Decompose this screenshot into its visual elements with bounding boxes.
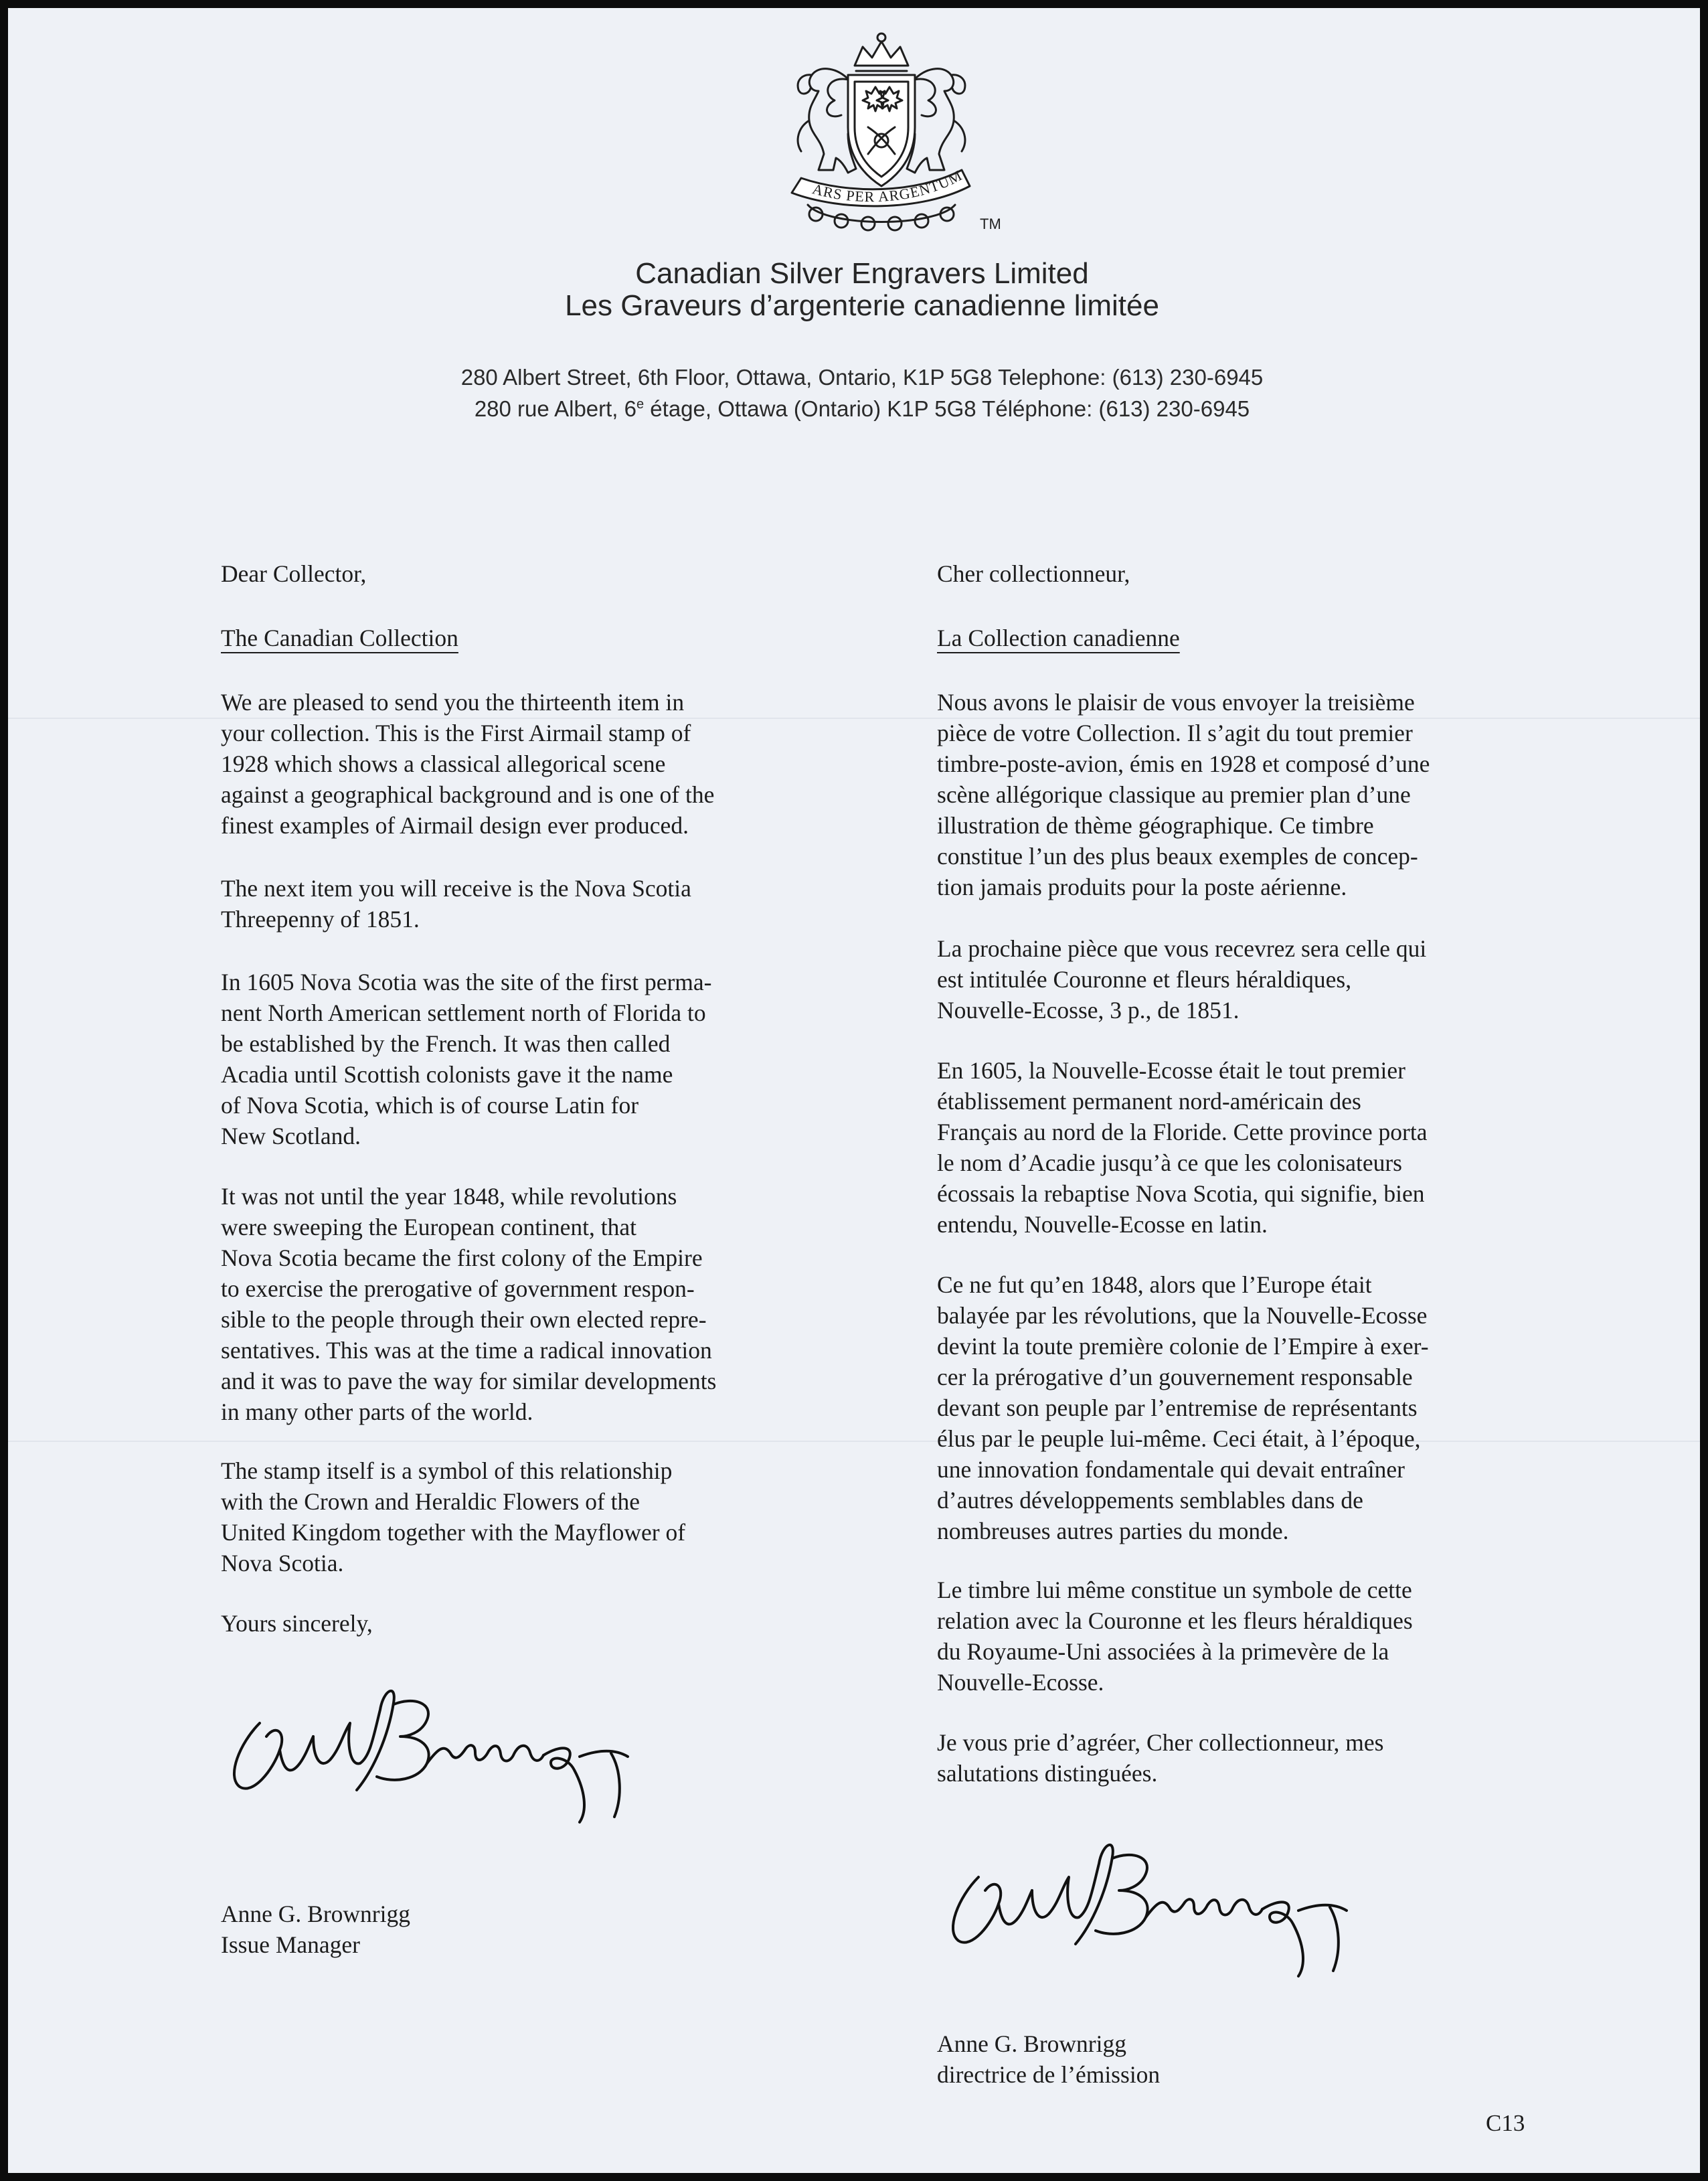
- paragraph-line: and it was to pave the way for similar developments: [221, 1368, 717, 1394]
- paragraph-line: Le timbre lui même constitue un symbole de cette: [937, 1577, 1412, 1603]
- paragraph: [221, 687, 714, 841]
- paragraph-line: En 1605, la Nouvelle-Ecosse était le tout premier: [937, 1057, 1405, 1084]
- paragraph-line: est intitulée Couronne et fleurs héraldiques,: [937, 966, 1352, 993]
- paragraph-line: une innovation fondamentale qui devait entraîner: [937, 1456, 1405, 1483]
- paragraph-line: nombreuses autres parties du monde.: [937, 1518, 1289, 1544]
- paragraph-line: Yours sincerely,: [221, 1610, 373, 1637]
- paragraph: [937, 687, 1430, 902]
- paragraph-line: établissement permanent nord-américain des: [937, 1088, 1361, 1115]
- paragraph: [937, 933, 1426, 1026]
- handwritten-signature: [932, 1824, 1373, 1984]
- signer-title: Issue Manager: [221, 1931, 360, 1958]
- paragraph: [937, 1055, 1427, 1240]
- paragraph: [937, 1574, 1413, 1698]
- paragraph-line: We are pleased to send you the thirteenth item in: [221, 689, 685, 716]
- salutation: Cher collectionneur,: [937, 560, 1130, 587]
- paragraph-line: United Kingdom together with the Mayflower of: [221, 1519, 686, 1546]
- letter-heading: La Collection canadienne: [937, 625, 1180, 651]
- paragraph-line: The next item you will receive is the Nova Scotia: [221, 875, 691, 902]
- paragraph-line: finest examples of Airmail design ever produced.: [221, 812, 689, 839]
- paragraph-line: cer la prérogative d’un gouvernement responsable: [937, 1364, 1413, 1390]
- paragraph-line: of Nova Scotia, which is of course Latin for: [221, 1092, 639, 1119]
- paragraph-line: in many other parts of the world.: [221, 1398, 533, 1425]
- paragraph: [937, 1727, 1383, 1789]
- company-name-english: Canadian Silver Engravers Limited: [635, 257, 1089, 290]
- letter-heading: The Canadian Collection: [221, 625, 458, 651]
- paragraph-line: Nova Scotia became the first colony of the Empire: [221, 1244, 703, 1271]
- paragraph-line: to exercise the prerogative of government respon-: [221, 1275, 695, 1302]
- paragraph-line: New Scotland.: [221, 1123, 361, 1149]
- paragraph-line: salutations distinguées.: [937, 1760, 1158, 1787]
- company-name-french: Les Graveurs d’argenterie canadienne limitée: [565, 289, 1159, 322]
- paragraph-line: Nova Scotia.: [221, 1550, 344, 1577]
- paragraph-line: nent North American settlement north of Florida to: [221, 999, 706, 1026]
- trademark-symbol: TM: [980, 216, 1001, 232]
- paragraph: [221, 1181, 716, 1427]
- paragraph-line: timbre-poste-avion, émis en 1928 et composé d’une: [937, 750, 1430, 777]
- paragraph-line: tion jamais produits pour la poste aérienne.: [937, 874, 1347, 900]
- paragraph-line: against a geographical background and is one of the: [221, 781, 715, 808]
- paragraph-line: relation avec la Couronne et les fleurs héraldiques: [937, 1607, 1413, 1634]
- crest-motto: ARS PER ARGENTUM: [810, 166, 965, 206]
- signer-name: Anne G. Brownrigg: [221, 1901, 410, 1927]
- paragraph-line: Nouvelle-Ecosse.: [937, 1669, 1104, 1696]
- paragraph-line: d’autres développements semblables dans de: [937, 1487, 1363, 1514]
- paragraph-line: 1928 which shows a classical allegorical scene: [221, 750, 666, 777]
- paragraph-line: sible to the people through their own elected repre-: [221, 1306, 707, 1333]
- paragraph-line: pièce de votre Collection. Il s’agit du tout premier: [937, 720, 1413, 746]
- paragraph-line: Je vous prie d’agréer, Cher collectionneur, mes: [937, 1729, 1384, 1756]
- handwritten-signature: [213, 1670, 655, 1830]
- paragraph: [221, 967, 711, 1151]
- paragraph-line: Français au nord de la Floride. Cette province porta: [937, 1119, 1428, 1145]
- paragraph: [937, 1269, 1429, 1546]
- paragraph: [221, 1455, 685, 1579]
- paragraph-line: Nouvelle-Ecosse, 3 p., de 1851.: [937, 997, 1240, 1024]
- signer-name: Anne G. Brownrigg: [937, 2030, 1126, 2057]
- paragraph: [221, 873, 691, 935]
- paragraph-line: Threepenny of 1851.: [221, 906, 420, 933]
- paragraph: [221, 1608, 373, 1639]
- paragraph-line: Acadia until Scottish colonists gave it the name: [221, 1061, 673, 1088]
- paragraph-line: La prochaine pièce que vous recevrez sera celle qui: [937, 935, 1427, 962]
- paragraph-line: le nom d’Acadie jusqu’à ce que les colonisateurs: [937, 1149, 1402, 1176]
- paragraph-line: Ce ne fut qu’en 1848, alors que l’Europe était: [937, 1271, 1372, 1298]
- paragraph-line: illustration de thème géographique. Ce timbre: [937, 812, 1374, 839]
- paper-fold-line: [8, 1441, 1700, 1442]
- paragraph-line: entendu, Nouvelle-Ecosse en latin.: [937, 1211, 1268, 1238]
- address-french: 280 rue Albert, 6e étage, Ottawa (Ontario) K1P 5G8 Téléphone: (613) 230-6945: [474, 396, 1250, 421]
- paragraph-line: It was not until the year 1848, while revolutions: [221, 1183, 677, 1210]
- address-english: 280 Albert Street, 6th Floor, Ottawa, Ontario, K1P 5G8 Telephone: (613) 230-6945: [460, 365, 1264, 390]
- paragraph-line: Nous avons le plaisir de vous envoyer la treisième: [937, 689, 1415, 716]
- paragraph-line: were sweeping the European continent, that: [221, 1214, 637, 1240]
- paragraph-line: with the Crown and Heraldic Flowers of the: [221, 1488, 640, 1515]
- paragraph-line: scène allégorique classique au premier plan d’une: [937, 781, 1411, 808]
- paragraph-line: your collection. This is the First Airmail stamp of: [221, 720, 691, 746]
- coat-of-arms-logo: [754, 27, 1009, 241]
- paragraph-line: be established by the French. It was then called: [221, 1030, 671, 1057]
- paragraph-line: écossais la rebaptise Nova Scotia, qui signifie, bien: [937, 1180, 1425, 1207]
- salutation: Dear Collector,: [221, 560, 367, 587]
- page-code: C13: [1486, 2110, 1525, 2136]
- paragraph-line: In 1605 Nova Scotia was the site of the first perma-: [221, 969, 712, 995]
- paragraph-line: The stamp itself is a symbol of this relationship: [221, 1457, 673, 1484]
- paragraph-line: élus par le peuple lui-même. Ceci était, à l’époque,: [937, 1425, 1421, 1452]
- paragraph-line: devant son peuple par l’entremise de représentants: [937, 1394, 1418, 1421]
- paragraph-line: devint la toute première colonie de l’Empire à exer-: [937, 1333, 1429, 1360]
- paragraph-line: constitue l’un des plus beaux exemples de concep-: [937, 843, 1418, 870]
- signer-title: directrice de l’émission: [937, 2061, 1161, 2088]
- paragraph-line: sentatives. This was at the time a radical innovation: [221, 1337, 712, 1364]
- paragraph-line: balayée par les révolutions, que la Nouvelle-Ecosse: [937, 1302, 1428, 1329]
- paragraph-line: du Royaume-Uni associées à la primevère de la: [937, 1638, 1389, 1665]
